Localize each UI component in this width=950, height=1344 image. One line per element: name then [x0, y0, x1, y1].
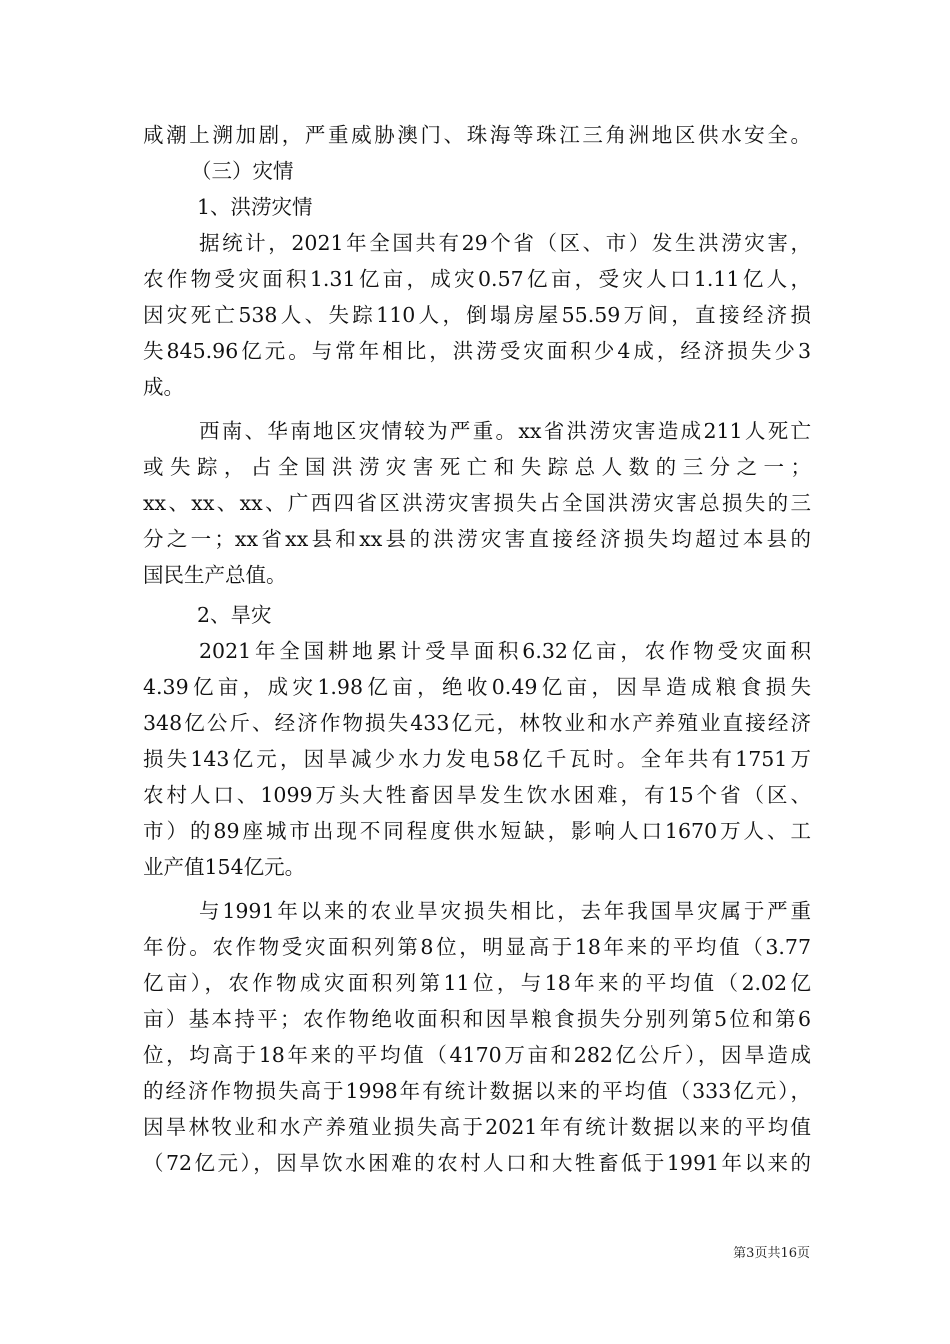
document-body: [143, 117, 811, 1181]
text-line: 因旱林牧业和水产养殖业损失高于2021年有统计数据以来的平均值: [143, 1115, 811, 1139]
text-line: （72亿元），因旱饮水困难的农村人口和大牲畜低于1991年以来的: [143, 1151, 811, 1175]
text-line: 分之一；xx省xx县和xx县的洪涝灾害直接经济损失均超过本县的: [143, 527, 811, 551]
text-line: 据统计，2021年全国共有29个省（区、市）发生洪涝灾害，: [199, 231, 811, 255]
text-line: 市）的89座城市出现不同程度供水短缺，影响人口1670万人、工: [143, 819, 811, 843]
text-line: 咸潮上溯加剧，严重威胁澳门、珠海等珠江三角洲地区供水安全。: [143, 123, 811, 147]
page-number: 第3页共16页: [733, 1246, 810, 1261]
text-line: 亿亩），农作物成灾面积列第11位，与18年来的平均值（2.02亿: [143, 971, 811, 995]
subsection-heading: 2、旱灾: [197, 603, 272, 627]
text-line: 4.39亿亩，成灾1.98亿亩，绝收0.49亿亩，因旱造成粮食损失: [143, 675, 811, 699]
text-line: 348亿公斤、经济作物损失433亿元，林牧业和水产养殖业直接经济: [143, 711, 811, 735]
text-line: 成。: [143, 375, 184, 399]
text-line: 年份。农作物受灾面积列第8位，明显高于18年来的平均值（3.77: [143, 935, 811, 959]
text-line: 或失踪，占全国洪涝灾害死亡和失踪总人数的三分之一；: [143, 455, 811, 479]
subsection-heading: 1、洪涝灾情: [197, 195, 313, 219]
text-line: xx、xx、xx、广西四省区洪涝灾害损失占全国洪涝灾害总损失的三: [143, 491, 811, 515]
text-line: 西南、华南地区灾情较为严重。xx省洪涝灾害造成211人死亡: [199, 419, 811, 443]
text-line: 与1991年以来的农业旱灾损失相比，去年我国旱灾属于严重: [199, 899, 811, 923]
text-line: 国民生产总值。: [143, 563, 287, 587]
text-line: 失845.96亿元。与常年相比，洪涝受灾面积少4成，经济损失少3: [143, 339, 811, 363]
text-line: 农作物受灾面积1.31亿亩，成灾0.57亿亩，受灾人口1.11亿人，: [143, 267, 811, 291]
text-line: 位，均高于18年来的平均值（4170万亩和282亿公斤），因旱造成: [143, 1043, 811, 1067]
text-line: 的经济作物损失高于1998年有统计数据以来的平均值（333亿元），: [143, 1079, 811, 1103]
text-line: 损失143亿元，因旱减少水力发电58亿千瓦时。全年共有1751万: [143, 747, 811, 771]
text-line: 2021年全国耕地累计受旱面积6.32亿亩，农作物受灾面积: [199, 639, 811, 663]
text-line: 因灾死亡538人、失踪110人，倒塌房屋55.59万间，直接经济损: [143, 303, 811, 327]
text-line: 农村人口、1099万头大牲畜因旱发生饮水困难，有15个省（区、: [143, 783, 811, 807]
section-heading: （三）灾情: [191, 159, 294, 183]
text-line: 业产值154亿元。: [143, 855, 306, 879]
text-line: 亩）基本持平；农作物绝收面积和因旱粮食损失分别列第5位和第6: [143, 1007, 811, 1031]
